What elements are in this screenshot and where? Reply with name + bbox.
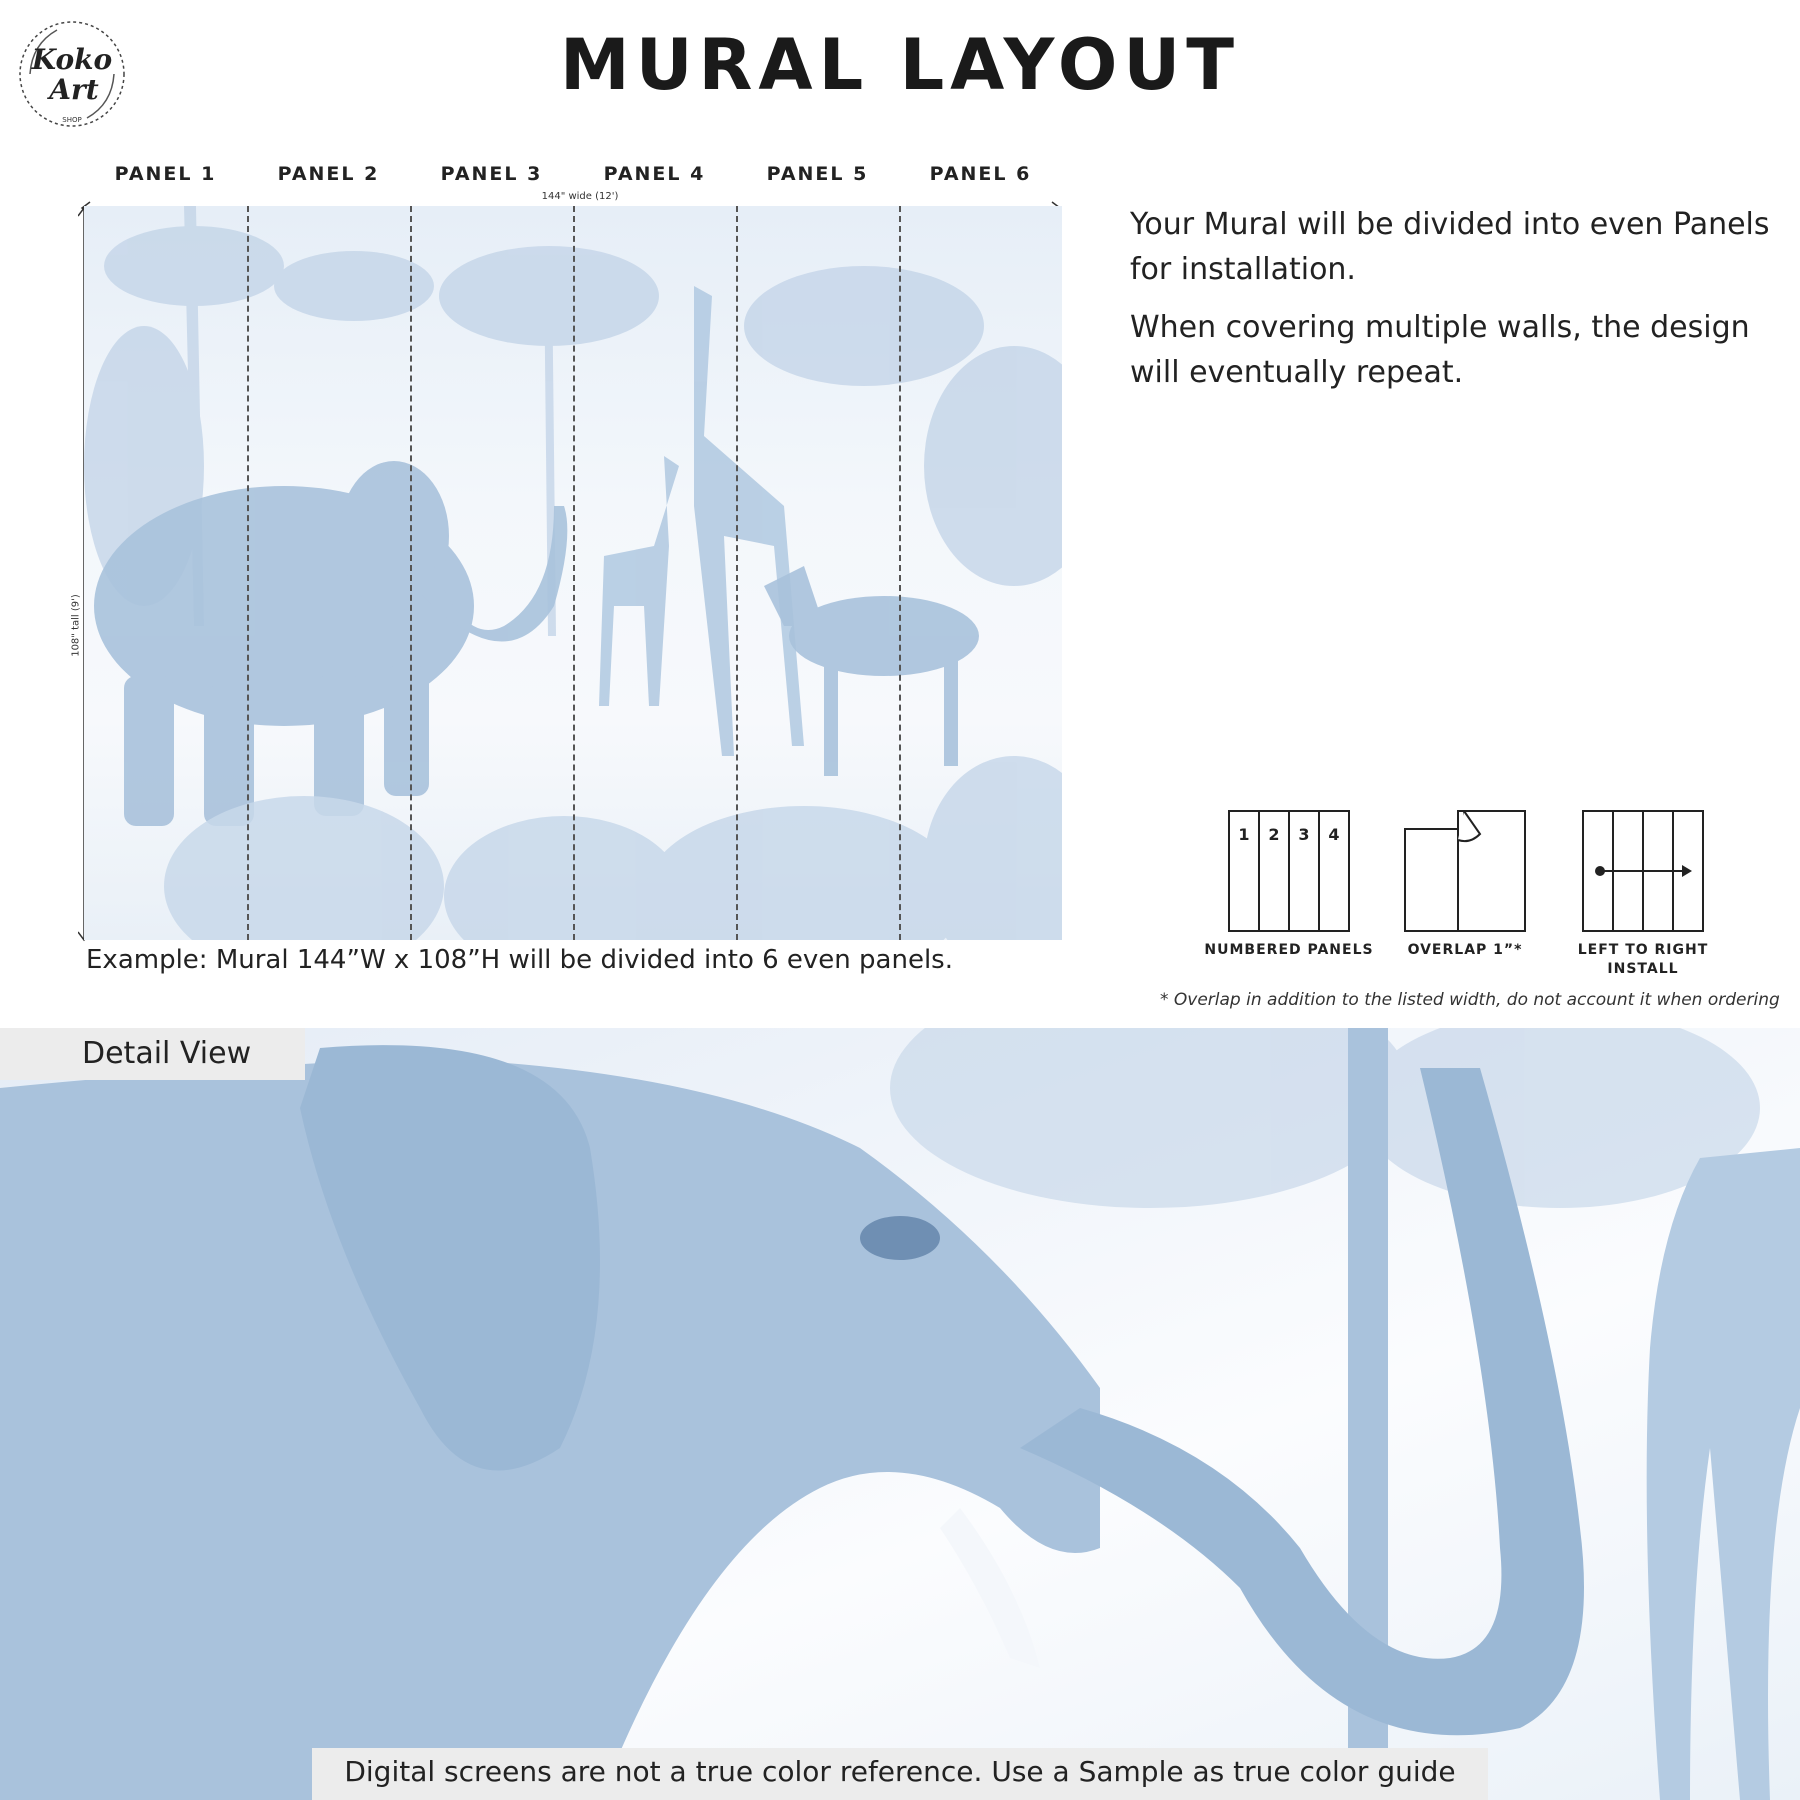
example-caption: Example: Mural 144”W x 108”H will be divided into 6 even panels. — [86, 945, 953, 975]
overlap-icon — [1404, 810, 1526, 932]
panel-divider — [410, 206, 412, 940]
panel-divider — [247, 206, 249, 940]
elephant-closeup-illustration — [0, 1028, 1800, 1800]
height-label: 108" tall (9') — [70, 594, 82, 657]
panel-number: 4 — [1328, 825, 1340, 844]
page-title: MURAL LAYOUT — [560, 24, 1240, 106]
panel-number: 1 — [1238, 825, 1250, 844]
numbered-panels-icon — [1228, 810, 1350, 932]
panel-label-6: PANEL 6 — [929, 163, 1032, 185]
left-to-right-label-line1: LEFT TO RIGHT — [1577, 942, 1709, 958]
mural-preview-image — [84, 206, 1062, 940]
color-disclaimer: Digital screens are not a true color reference. Use a Sample as true color guide — [344, 1755, 1456, 1788]
left-to-right-label-line2: INSTALL — [1607, 961, 1679, 977]
width-label: 144" wide (12') — [541, 191, 619, 202]
info-divided-panels: Your Mural will be divided into even Panels for installation. — [1130, 207, 1770, 287]
detail-view-image — [0, 1028, 1800, 1800]
panel-number: 3 — [1298, 825, 1310, 844]
svg-text:Koko: Koko — [31, 43, 113, 76]
panel-divider — [736, 206, 738, 940]
panel-label-2: PANEL 2 — [277, 163, 380, 185]
panel-number: 2 — [1268, 825, 1280, 844]
panel-label-3: PANEL 3 — [440, 163, 543, 185]
panel-label-1: PANEL 1 — [114, 163, 217, 185]
panel-divider — [899, 206, 901, 940]
info-design-repeat: When covering multiple walls, the design will eventually repeat. — [1130, 310, 1750, 390]
numbered-panels-label: NUMBERED PANELS — [1204, 942, 1374, 958]
detail-view-label: Detail View — [82, 1036, 252, 1071]
overlap-label: OVERLAP 1”* — [1407, 942, 1523, 958]
left-to-right-label — [1558, 941, 1728, 979]
svg-text:Art: Art — [49, 73, 99, 106]
svg-text:SHOP: SHOP — [62, 116, 82, 124]
panel-label-4: PANEL 4 — [603, 163, 706, 185]
panel-label-5: PANEL 5 — [766, 163, 869, 185]
overlap-footnote: * Overlap in addition to the listed width, do not account it when ordering — [1160, 990, 1780, 1010]
left-to-right-install-icon — [1582, 810, 1704, 932]
panel-divider — [573, 206, 575, 940]
